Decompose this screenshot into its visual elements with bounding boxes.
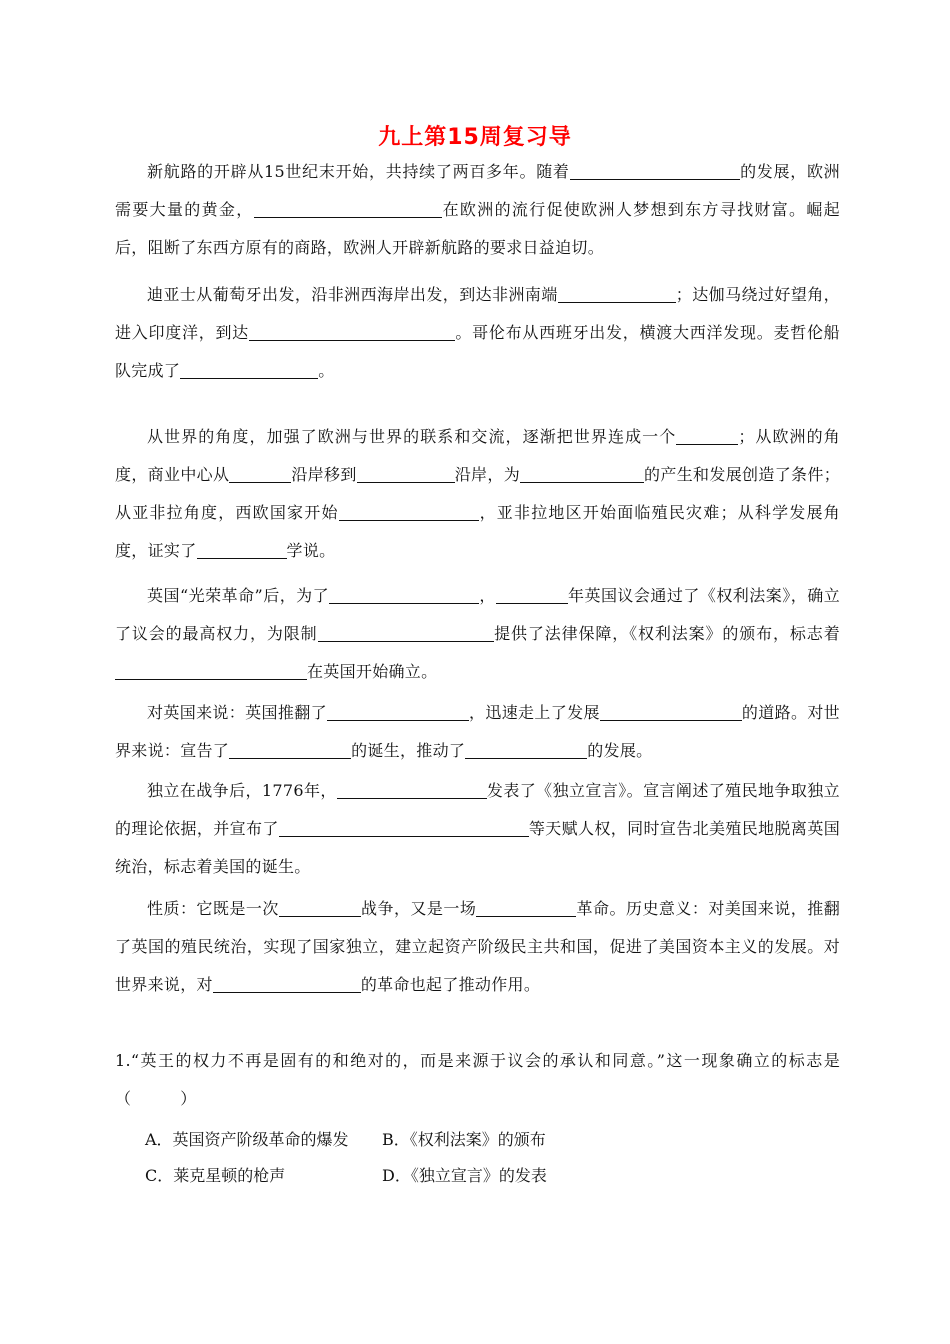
blank[interactable] <box>254 197 442 218</box>
blank[interactable] <box>465 738 587 759</box>
blank[interactable] <box>327 700 469 721</box>
blank[interactable] <box>279 896 361 917</box>
blank[interactable] <box>249 320 455 341</box>
option-a[interactable]: A．英国资产阶级革命的爆发 <box>145 1130 349 1149</box>
question-stem: “英王的权力不再是固有的和绝对的，而是来源于议会的承认和同意。”这一现象确立的标志是（ ） <box>115 1051 840 1108</box>
option-b[interactable]: B．《权利法案》的颁布 <box>382 1130 546 1149</box>
blank[interactable] <box>600 700 742 721</box>
blank[interactable] <box>339 500 479 521</box>
paragraph-nature: 性质：它既是一次 战争，又是一场 革命。历史意义：对美国来说，推翻了英国的殖民统治，实现了国家独立，建立起资产阶级民主共和国，促进了美国资本主义的发展。对世界来说，对 的革命也起了推动作用。 <box>115 890 840 1004</box>
blank[interactable] <box>229 462 291 483</box>
page-title: 九上第15周复习导 <box>378 125 572 150</box>
blank[interactable] <box>357 462 455 483</box>
blank[interactable] <box>329 583 479 604</box>
question-number: 1. <box>115 1051 131 1070</box>
blank[interactable] <box>676 424 738 445</box>
blank[interactable] <box>520 462 644 483</box>
option-d[interactable]: D．《独立宣言》的发表 <box>382 1166 547 1185</box>
blank[interactable] <box>570 159 740 180</box>
paragraph-independence: 独立在战争后，1776年， 发表了《独立宣言》。宣言阐述了殖民地争取独立的理论依据，并宣布了 等天赋人权，同时宣告北美殖民地脱离英国统治，标志着美国的诞生。 <box>115 772 840 886</box>
question-1 <box>115 1042 840 1118</box>
blank[interactable] <box>337 778 487 799</box>
blank[interactable] <box>213 972 361 993</box>
paragraph-glorious-revolution: 英国“光荣革命”后，为了 ， 年英国议会通过了《权利法案》，确立了议会的最高权力，为限制 提供了法律保障，《权利法案》的颁布，标志着在英国开始确立。 <box>115 577 840 691</box>
blank[interactable] <box>476 896 576 917</box>
blank[interactable] <box>318 621 494 642</box>
paragraph-new-routes: 新航路的开辟从15世纪末开始，共持续了两百多年。随着 的发展，欧洲需要大量的黄金， 在欧洲的流行促使欧洲人梦想到东方寻找财富。崛起后，阻断了东西方原有的商路，欧洲人开辟新航路的要求日益迫切。 <box>115 153 840 267</box>
blank[interactable] <box>197 538 287 559</box>
option-c[interactable]: C．莱克星顿的枪声 <box>145 1166 286 1185</box>
blank[interactable] <box>115 659 307 680</box>
blank[interactable] <box>558 282 676 303</box>
paragraph-explorers: 迪亚士从葡萄牙出发，沿非洲西海岸出发，到达非洲南端 ；达伽马绕过好望角，进入印度洋，到达 。哥伦布从西班牙出发，横渡大西洋发现。麦哲伦船队完成了 。 <box>115 276 840 390</box>
blank[interactable] <box>180 358 318 379</box>
blank[interactable] <box>496 583 568 604</box>
blank[interactable] <box>229 738 351 759</box>
paragraph-impact: 从世界的角度，加强了欧洲与世界的联系和交流，逐渐把世界连成一个 ；从欧洲的角度，商业中心从 沿岸移到 沿岸，为 的产生和发展创造了条件；从亚非拉角度，西欧国家开始 ，亚非拉地区开始面临殖民灾难；从科学发展角度，证实了 学说。 <box>115 418 840 570</box>
paragraph-significance: 对英国来说：英国推翻了 ，迅速走上了发展 的道路。对世界来说：宣告了 的诞生，推动了 的发展。 <box>115 694 840 770</box>
blank[interactable] <box>279 816 529 837</box>
